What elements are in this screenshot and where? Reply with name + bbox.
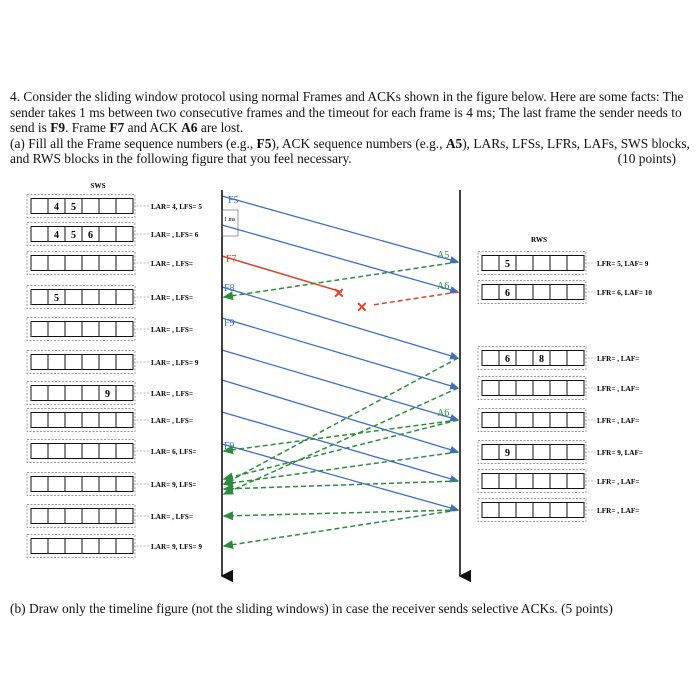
sender-window-cell [82, 509, 99, 524]
receiver-row [478, 470, 639, 493]
example-ack: A5 [445, 135, 463, 151]
sender-row-label: LAR= 4, LFS= 5 [151, 203, 202, 211]
sender-window-cell [65, 444, 82, 459]
rws-title: RWS [530, 236, 548, 244]
receiver-windows [478, 252, 652, 522]
sender-row-label: LAR= 9, LFS= [151, 481, 197, 489]
receiver-window-cell [482, 285, 499, 300]
receiver-window-cell [499, 381, 516, 396]
sender-window-cell [65, 355, 82, 370]
sender-window-cell [116, 444, 133, 459]
receiver-row-label: LFR= , LAF= [597, 385, 640, 393]
receiver-window-cell [567, 256, 584, 271]
example-frame: F5 [256, 135, 272, 151]
sender-window-cell [116, 386, 133, 401]
receiver-window-cell [567, 351, 584, 366]
receiver-window-cell-number: 5 [505, 259, 510, 270]
receiver-window-cell [550, 285, 567, 300]
receiver-window-cell [516, 285, 533, 300]
receiver-row [478, 347, 639, 370]
sender-window-cell [99, 539, 116, 554]
lost-pre-text: . Frame [65, 120, 106, 136]
sender-row [27, 382, 193, 405]
receiver-window-cell [482, 351, 499, 366]
sender-window-cell [65, 509, 82, 524]
sender-window-cell [116, 413, 133, 428]
sender-window-cell [31, 322, 48, 337]
receiver-row-label: LFR= 9, LAF= [597, 449, 643, 457]
receiver-window-cell [499, 503, 516, 518]
sender-window-cell [65, 386, 82, 401]
lost-ack-arrow [372, 292, 458, 305]
sender-row-label: LAR= , LFS= [151, 260, 193, 268]
receiver-window-cell [516, 351, 533, 366]
sender-row [27, 286, 193, 309]
receiver-window-cell-number: 8 [539, 354, 544, 365]
receiver-window-cell [516, 256, 533, 271]
sender-window-cell [116, 290, 133, 305]
sender-window-cell [116, 199, 133, 214]
sender-window-cell [48, 477, 65, 492]
sender-row [27, 351, 199, 374]
receiver-row [478, 409, 639, 432]
sender-window-cell [82, 539, 99, 554]
frame-label: F7 [226, 254, 237, 265]
sender-row [27, 409, 193, 432]
sender-row [27, 535, 202, 558]
sender-window-cell [31, 290, 48, 305]
sender-row [27, 473, 197, 496]
receiver-window-cell [533, 381, 550, 396]
receiver-row-label: LFR= , LAF= [597, 507, 640, 515]
sender-window-cell [82, 444, 99, 459]
sender-window-cell [116, 256, 133, 271]
message-arrows [222, 195, 458, 546]
ack-label: A6 [437, 281, 450, 292]
sender-window-cell [99, 444, 116, 459]
sender-window-cell [116, 322, 133, 337]
sender-window-cell-number: 4 [54, 202, 59, 213]
receiver-window-cell [533, 256, 550, 271]
lost-ack: A6 [181, 120, 198, 136]
receiver-window-cell [482, 503, 499, 518]
sender-windows [27, 195, 202, 558]
receiver-window-cell-number: 6 [505, 288, 510, 299]
receiver-row [478, 499, 639, 522]
frame-arrow [222, 350, 458, 420]
sender-row [27, 223, 199, 246]
sender-window-cell [65, 290, 82, 305]
sender-window-cell [99, 477, 116, 492]
sender-window-cell [116, 539, 133, 554]
receiver-window-cell-number: 6 [505, 354, 510, 365]
sender-row-label: LAR= , LFS= 9 [151, 359, 199, 367]
receiver-window-cell [567, 445, 584, 460]
sender-row-label: LAR= 6, LFS= [151, 448, 197, 456]
receiver-window-cell [550, 474, 567, 489]
receiver-window-cell [482, 256, 499, 271]
sender-window-cell [116, 227, 133, 242]
receiver-window-cell [482, 445, 499, 460]
sender-window-cell [99, 355, 116, 370]
receiver-window-cell [567, 285, 584, 300]
sender-window-cell [31, 539, 48, 554]
sender-window-cell-number: 9 [105, 389, 110, 400]
sender-row-label: LAR= , LFS= [151, 326, 193, 334]
receiver-window-cell [550, 503, 567, 518]
lost-frame: F7 [109, 120, 125, 136]
receiver-window-cell [533, 474, 550, 489]
sender-window-cell [31, 386, 48, 401]
sender-window-cell [82, 290, 99, 305]
part-a-pre: (a) Fill all the Frame sequence numbers (e.g., [10, 135, 254, 151]
sender-window-cell [99, 256, 116, 271]
receiver-window-cell [533, 285, 550, 300]
sender-window-cell [31, 355, 48, 370]
sender-window-cell [48, 386, 65, 401]
sender-window-cell [82, 413, 99, 428]
sender-window-cell [65, 256, 82, 271]
sender-row [27, 505, 193, 528]
sender-row-label: LAR= , LFS= [151, 294, 193, 302]
receiver-window-cell [567, 381, 584, 396]
receiver-window-cell [567, 413, 584, 428]
receiver-window-cell [550, 351, 567, 366]
sender-window-cell-number: 6 [88, 230, 93, 241]
receiver-row [478, 281, 652, 304]
timing-note: 1 ms [224, 217, 236, 223]
frame-arrow [222, 196, 458, 262]
sender-row-label: LAR= , LFS= [151, 390, 193, 398]
sender-row-label: LAR= , LFS= [151, 513, 193, 521]
sender-window-cell [31, 509, 48, 524]
sender-window-cell [48, 444, 65, 459]
sender-window-cell [48, 413, 65, 428]
receiver-window-cell [499, 474, 516, 489]
sender-window-cell [65, 477, 82, 492]
receiver-window-cell [482, 381, 499, 396]
sender-window-cell [99, 290, 116, 305]
part-a-post: ), LARs, LFSs, LFRs, LAFs, SWS blocks, and RWS blocks in the following figure that you feel necessary. [10, 135, 690, 167]
receiver-row-label: LFR= 5, LAF= 9 [597, 260, 649, 268]
sender-window-cell [31, 444, 48, 459]
lost-mid-text: and ACK [127, 120, 178, 136]
part-b: (b) Draw only the timeline figure (not the sliding windows) in case the receiver sends selective ACKs. (5 points) [10, 601, 613, 616]
sender-row [27, 252, 193, 275]
frame-label: F9 [224, 318, 235, 329]
receiver-window-cell [482, 474, 499, 489]
lost-post-text: are lost. [200, 120, 244, 136]
frame-arrow [222, 444, 458, 510]
ack-label: A5 [437, 250, 450, 261]
receiver-row-label: LFR= 6, LAF= 10 [597, 289, 652, 297]
receiver-row-label: LFR= , LAF= [597, 478, 640, 486]
sender-window-cell [31, 477, 48, 492]
sender-window-cell [48, 322, 65, 337]
receiver-row-label: LFR= , LAF= [597, 417, 640, 425]
sender-window-cell [116, 509, 133, 524]
sender-window-cell-number: 4 [54, 230, 59, 241]
ack-arrow [224, 452, 458, 484]
frame-label: F9 [224, 441, 235, 452]
sender-window-cell [116, 355, 133, 370]
sender-window-cell-number: 5 [71, 230, 76, 241]
sender-window-cell-number: 5 [54, 293, 59, 304]
sender-row-label: LAR= , LFS= 6 [151, 231, 199, 239]
sender-row-label: LAR= , LFS= [151, 417, 193, 425]
receiver-window-cell [533, 445, 550, 460]
sender-window-cell [65, 539, 82, 554]
receiver-row [478, 377, 639, 400]
receiver-row [478, 441, 643, 464]
sender-window-cell [48, 539, 65, 554]
ack-arrow [224, 481, 458, 489]
receiver-window-cell [567, 474, 584, 489]
receiver-window-cell [516, 381, 533, 396]
loss-mark-ack: ✕ [356, 301, 368, 316]
frame-arrow [222, 225, 458, 292]
ack-arrow [224, 358, 458, 484]
sender-window-cell [99, 227, 116, 242]
receiver-row-label: LFR= , LAF= [597, 355, 640, 363]
sender-window-cell-number: 5 [71, 202, 76, 213]
sender-row [27, 195, 202, 218]
receiver-window-cell [550, 445, 567, 460]
part-a-points: (10 points) [617, 151, 676, 167]
sender-window-cell [65, 413, 82, 428]
frame-label: F8 [224, 283, 235, 294]
receiver-window-cell [482, 413, 499, 428]
sender-window-cell [31, 256, 48, 271]
frame-label: F5 [228, 195, 239, 206]
question-intro: 4. Consider the sliding window protocol using normal Frames and ACKs shown in the figure below. Here are some facts: The sender takes 1 ms between two consecutive frames and the timeout for each frame is 4 ms; The last frame the sender needs to send is [10, 89, 684, 136]
ack-arrow [224, 510, 458, 546]
receiver-window-cell [533, 503, 550, 518]
part-a-mid: ), ACK sequence numbers (e.g., [271, 135, 443, 151]
sender-window-cell [99, 509, 116, 524]
receiver-window-cell [516, 474, 533, 489]
sender-window-cell [48, 355, 65, 370]
receiver-window-cell [516, 503, 533, 518]
receiver-window-cell [567, 503, 584, 518]
sws-title: SWS [90, 182, 106, 190]
sender-window-cell [48, 256, 65, 271]
sender-window-cell [82, 322, 99, 337]
sender-row [27, 440, 197, 463]
lost-frame-arrow [222, 256, 342, 292]
sender-window-cell [65, 322, 82, 337]
sender-row-label: LAR= 9, LFS= 9 [151, 543, 202, 551]
sender-window-cell [82, 256, 99, 271]
receiver-window-cell [499, 413, 516, 428]
sender-window-cell [82, 355, 99, 370]
sender-window-cell [99, 413, 116, 428]
sender-window-cell [48, 509, 65, 524]
ack-label: A6 [437, 408, 450, 419]
receiver-window-cell [516, 445, 533, 460]
receiver-window-cell [550, 256, 567, 271]
sender-window-cell [99, 199, 116, 214]
loss-mark-frame: ✕ [333, 287, 345, 302]
receiver-window-cell-number: 9 [505, 448, 510, 459]
receiver-window-cell [516, 413, 533, 428]
receiver-row [478, 252, 649, 275]
sender-window-cell [82, 199, 99, 214]
sender-window-cell [99, 322, 116, 337]
receiver-window-cell [550, 381, 567, 396]
receiver-window-cell [550, 413, 567, 428]
receiver-window-cell [533, 413, 550, 428]
timing-note-box [222, 210, 238, 236]
sender-window-cell [31, 413, 48, 428]
sender-window-cell [31, 227, 48, 242]
sender-window-cell [82, 477, 99, 492]
sender-window-cell [31, 199, 48, 214]
sender-row [27, 318, 193, 341]
last-frame: F9 [50, 120, 66, 136]
sender-window-cell [116, 477, 133, 492]
sender-window-cell [82, 386, 99, 401]
